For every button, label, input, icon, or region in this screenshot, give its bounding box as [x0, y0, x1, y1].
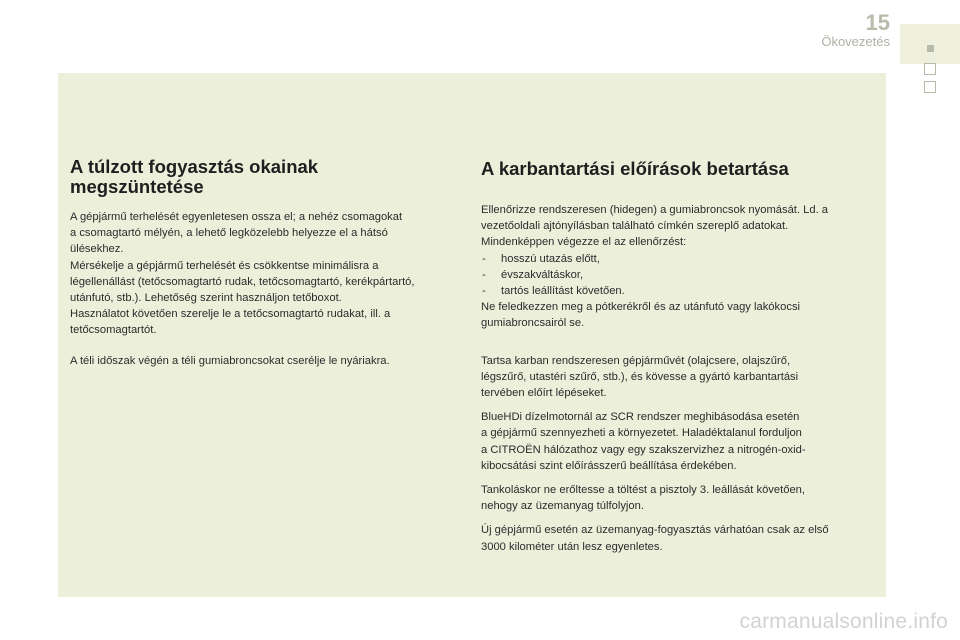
right-column: [481, 159, 873, 555]
text-line: BlueHDi dízelmotornál az SCR rendszer meghibásodása esetén: [481, 411, 800, 424]
left-title-line: megszüntetése: [70, 176, 204, 197]
right-paragraph-5: [481, 522, 873, 554]
right-paragraph-4: [481, 482, 873, 514]
list-item-text: tartós leállítást követően.: [501, 285, 625, 298]
text-line: Tartsa karban rendszeresen gépjárművét (olajcsere, olajszűrő,: [481, 354, 791, 367]
left-column: [70, 157, 462, 369]
text-line: Mérsékelje a gépjármű terhelését és csökkentse minimálisra a: [70, 259, 379, 272]
watermark-link[interactable]: carmanualsonline.info: [739, 610, 948, 633]
text-line: vezetőoldali ajtónyílásban található címkén szereplő adatokat.: [481, 220, 789, 233]
dash-mark: -: [482, 268, 486, 281]
text-line: A gépjármű terhelését egyenletesen ossza el; a nehéz csomagokat: [70, 211, 403, 223]
chapter-title: Ökovezetés: [821, 34, 890, 49]
text-line: a gépjármű szennyezheti a környezetet. Haladéktalanul forduljon: [481, 427, 802, 440]
right-paragraph-3: [481, 409, 873, 474]
text-line: a csomagtartó mélyén, a lehető legközelebb helyezze el a hátsó: [70, 227, 388, 240]
dash-mark: -: [482, 285, 486, 298]
list-item: [481, 283, 873, 299]
left-title-line: A túlzott fogyasztás okainak: [70, 156, 319, 177]
text-line: kibocsátási szint előírásszerű beállítása érdekében.: [481, 459, 737, 472]
chapter-box-icon: [924, 81, 936, 93]
left-section-title: [70, 157, 462, 197]
chapter-box-icon: [924, 63, 936, 75]
left-paragraph-1: [70, 209, 462, 339]
text-line: tervében előírt lépéseket.: [481, 387, 607, 400]
text-line: Ne feledkezzen meg a pótkerékről és az utánfutó vagy lakókocsi: [481, 301, 801, 314]
text-line: utánfutó, stb.). Lehetőség szerint használjon tetőboxot.: [70, 292, 342, 305]
right-paragraph-2: [481, 353, 873, 402]
right-paragraph-1-end: [481, 299, 873, 331]
text-line: Mindenképpen végezze el az ellenőrzést:: [481, 236, 687, 249]
text-line: ülésekhez.: [70, 243, 124, 256]
check-list: [481, 251, 873, 300]
text-line: Használatot követően szerelje le a tetőcsomagtartó rudakat, ill. a: [70, 308, 391, 321]
list-item-text: hosszú utazás előtt,: [501, 252, 600, 265]
left-paragraph-2: A téli időszak végén a téli gumiabroncsokat cserélje le nyáriakra.: [70, 354, 390, 367]
chapter-marker-icon: [927, 45, 934, 52]
text-line: légellenállást (tetőcsomagtartó rudak, tetőcsomagtartó, kerékpártartó,: [70, 275, 415, 288]
dash-mark: -: [482, 252, 486, 265]
text-line: Tankoláskor ne erőltesse a töltést a pisztoly 3. leállását követően,: [481, 484, 805, 497]
list-item-text: évszakváltáskor,: [501, 268, 584, 281]
page-number: 15: [865, 10, 890, 35]
list-item: [481, 267, 873, 283]
text-line: nehogy az üzemanyag túlfolyjon.: [481, 500, 644, 513]
text-line: a CITROËN hálózathoz vagy egy szakszervizhez a nitrogén-oxid-: [481, 443, 806, 456]
right-paragraph-1: [481, 202, 873, 251]
text-line: tetőcsomagtartót.: [70, 324, 157, 337]
text-line: Ellenőrizze rendszeresen (hidegen) a gumiabroncsok nyomását. Ld. a: [481, 204, 829, 216]
text-line: Új gépjármű esetén az üzemanyag-fogyasztás várhatóan csak az első: [481, 524, 829, 537]
text-line: légszűrő, utastéri szűrő, stb.), és kövesse a gyártó karbantartási: [481, 370, 799, 383]
list-item: [481, 251, 873, 267]
right-section-title: A karbantartási előírások betartása: [481, 158, 789, 179]
text-line: 3000 kilométer után lesz egyenletes.: [481, 540, 663, 553]
text-line: gumiabroncsairól se.: [481, 317, 585, 330]
chapter-side-tab: [900, 24, 960, 64]
